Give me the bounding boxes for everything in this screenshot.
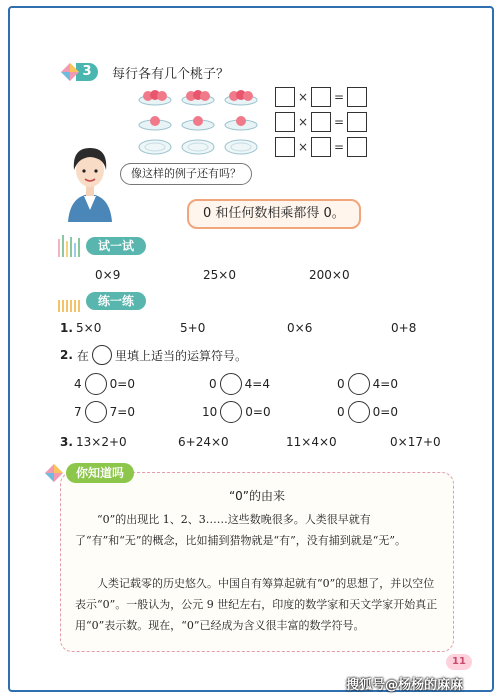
- plate-row-2: [138, 111, 258, 131]
- plate-row-1: [138, 86, 258, 106]
- equals-sign: =: [333, 140, 345, 154]
- equation-row-3: [275, 136, 367, 158]
- operand: 7=0: [109, 405, 135, 419]
- answer-box[interactable]: [347, 137, 367, 157]
- operator-circle[interactable]: [348, 401, 370, 423]
- operand: 0=0: [372, 405, 398, 419]
- plate-row-3: [138, 136, 258, 156]
- q2-item: [337, 373, 398, 395]
- peach-plate-icon: [138, 86, 172, 106]
- question-2-prompt: [60, 345, 247, 365]
- question-1: [0, 321, 502, 337]
- operand: 0: [337, 377, 345, 391]
- answer-box[interactable]: [347, 87, 367, 107]
- times-sign: ×: [297, 140, 309, 154]
- rule-note: 0 和任何数相乘都得 0。: [187, 199, 361, 229]
- prompt-pre: 在: [76, 348, 89, 363]
- question-number: 3.: [60, 435, 73, 449]
- question-item: 0×17+0: [390, 435, 441, 449]
- q2-item: [202, 401, 271, 423]
- peach-plate-icon: [224, 111, 258, 131]
- try-it-badge: 试一试: [86, 237, 146, 255]
- question-number: 1.: [60, 321, 73, 335]
- q2-item: [74, 373, 135, 395]
- question-item: 0+8: [391, 321, 417, 335]
- abacus-icon: [58, 290, 84, 312]
- circle-placeholder: [92, 345, 112, 365]
- operator-circle[interactable]: [348, 373, 370, 395]
- watermark: 搜狐号@杨杨的麻麻: [346, 678, 464, 693]
- reading-title: “0”的由来: [228, 489, 286, 503]
- times-sign: ×: [297, 90, 309, 104]
- equation-boxes: [275, 86, 367, 161]
- section-title: 每行各有几个桃子？: [112, 66, 230, 82]
- q2-item: [337, 401, 398, 423]
- operand: 0: [337, 405, 345, 419]
- answer-box[interactable]: [275, 137, 295, 157]
- practice-badge: 练一练: [86, 292, 146, 310]
- equation-row-2: [275, 111, 367, 133]
- question-item: 5+0: [180, 321, 206, 335]
- try-it-header: [58, 235, 146, 257]
- operand: 4: [74, 377, 82, 391]
- question-item: 0×6: [287, 321, 313, 335]
- operator-circle[interactable]: [85, 373, 107, 395]
- reading-paragraph-1: “0”的出现比 1、2、3……这些数晚很多。人类很早就有了“有”和“无”的概念，比如捕到猎物就是“有”，没有捕到就是“无”。: [75, 513, 406, 547]
- operator-circle[interactable]: [85, 401, 107, 423]
- answer-box[interactable]: [311, 112, 331, 132]
- diamond-icon: [60, 62, 80, 82]
- equation-row-1: [275, 86, 367, 108]
- q2-item: [209, 373, 270, 395]
- try-it-row: [0, 268, 502, 284]
- speech-bubble: 像这样的例子还有吗？: [120, 163, 252, 185]
- empty-plate-icon: [138, 136, 172, 156]
- peach-plate-icon: [224, 86, 258, 106]
- question-3: [0, 435, 502, 451]
- reading-paragraph-2: 人类记载零的历史悠久。中国自有筹算起就有“0”的思想了，并以空位表示“0”。一般认为，公元 9 世纪左右，印度的数学家和天文学家开始真正用“0”表示数。现在，“0”已经成为含义很丰富的数学符号。: [75, 577, 438, 632]
- operand: 0: [209, 377, 217, 391]
- try-it-item: 0×9: [95, 268, 121, 282]
- reading-header: [44, 463, 134, 483]
- answer-box[interactable]: [311, 137, 331, 157]
- peach-plate-icon: [181, 111, 215, 131]
- question-number: 2.: [60, 348, 73, 362]
- question-item: 5×0: [76, 321, 102, 335]
- practice-header: [58, 290, 146, 312]
- times-sign: ×: [297, 115, 309, 129]
- operand: 4=0: [372, 377, 398, 391]
- answer-box[interactable]: [347, 112, 367, 132]
- q2-item: [74, 401, 135, 423]
- reading-box: [60, 472, 454, 652]
- peach-plate-icon: [181, 86, 215, 106]
- prompt-post: 里填上适当的运算符号。: [114, 348, 247, 363]
- operator-circle[interactable]: [220, 373, 242, 395]
- operand: 4=4: [244, 377, 270, 391]
- answer-box[interactable]: [275, 87, 295, 107]
- section-3-header: [60, 62, 229, 82]
- equals-sign: =: [333, 115, 345, 129]
- pencils-icon: [58, 235, 84, 257]
- answer-box[interactable]: [311, 87, 331, 107]
- reading-badge: 你知道吗: [66, 463, 134, 483]
- operand: 7: [74, 405, 82, 419]
- question-item: 13×2+0: [76, 435, 127, 449]
- section-number: 3: [76, 63, 98, 81]
- try-it-item: 25×0: [203, 268, 236, 282]
- teacher-illustration: [62, 140, 118, 222]
- operator-circle[interactable]: [220, 401, 242, 423]
- empty-plate-icon: [181, 136, 215, 156]
- diamond-icon: [44, 463, 64, 483]
- operand: 10: [202, 405, 218, 419]
- equals-sign: =: [333, 90, 345, 104]
- operand: 0=0: [109, 377, 135, 391]
- answer-box[interactable]: [275, 112, 295, 132]
- page-number: 11: [446, 654, 472, 670]
- peach-plates: [138, 86, 258, 161]
- peach-plate-icon: [138, 111, 172, 131]
- question-item: 11×4×0: [286, 435, 337, 449]
- operand: 0=0: [245, 405, 271, 419]
- empty-plate-icon: [224, 136, 258, 156]
- question-item: 6+24×0: [178, 435, 229, 449]
- try-it-item: 200×0: [309, 268, 350, 282]
